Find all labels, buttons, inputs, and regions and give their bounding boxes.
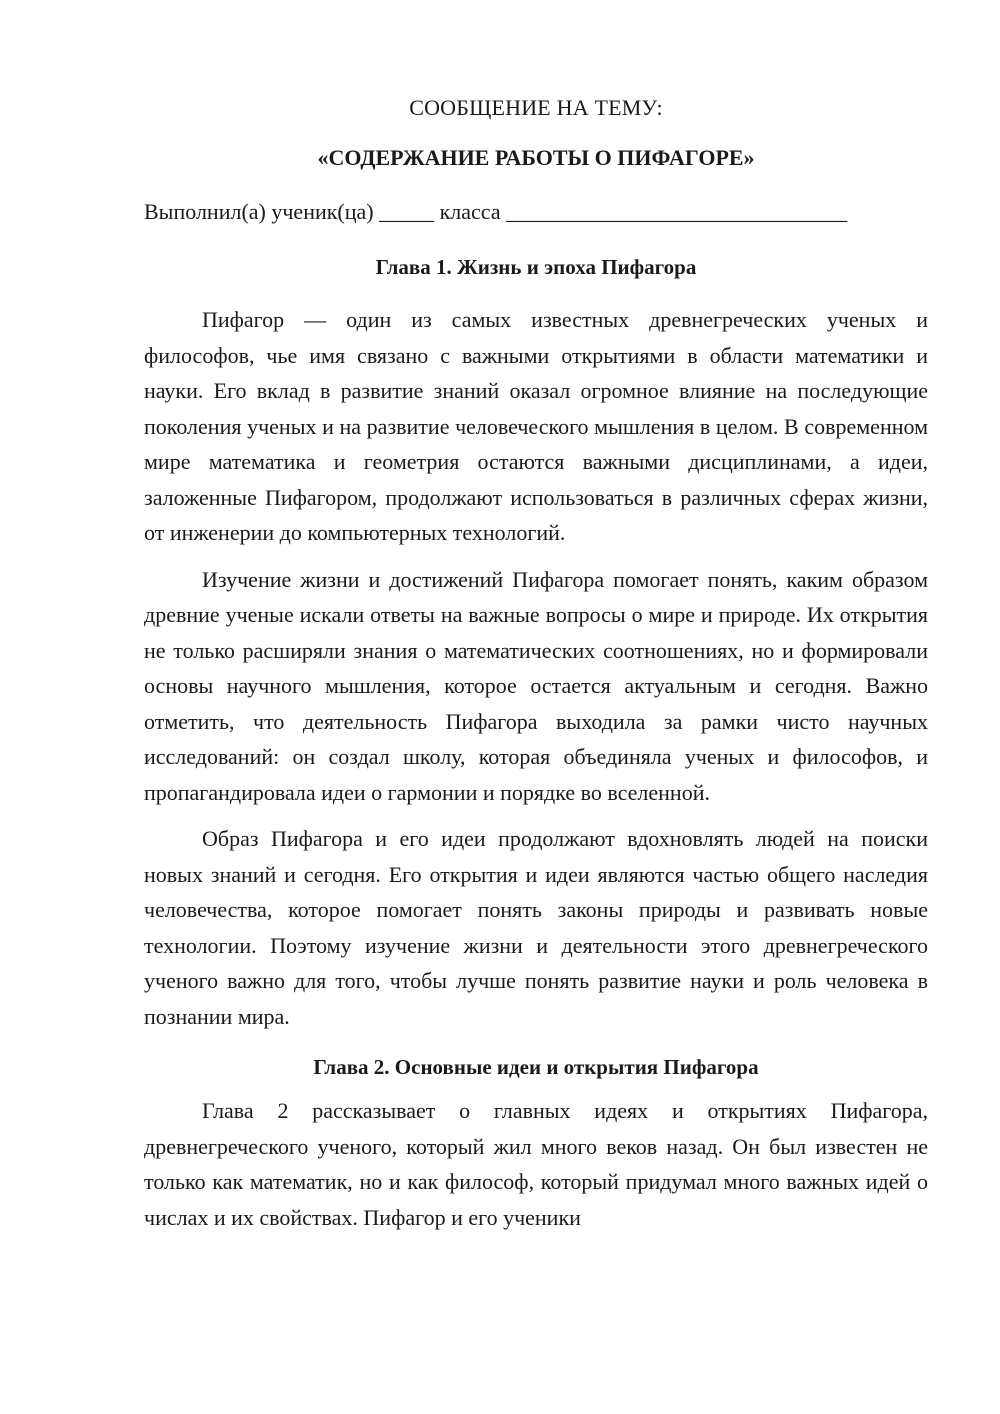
chapter-2-paragraph-1: Глава 2 рассказывает о главных идеях и открытиях Пифагора, древнегреческого ученого, который жил много веков назад. Он был известен не только как математик, но и как философ, который придумал много важных идей о числах и их свойствах. Пифагор и его ученики bbox=[144, 1098, 928, 1230]
chapter-1-title: Глава 1. Жизнь и эпоха Пифагора bbox=[375, 255, 697, 279]
chapter-2-title: Глава 2. Основные идеи и открытия Пифагора bbox=[313, 1055, 759, 1079]
chapter-1-paragraph-2: Изучение жизни и достижений Пифагора помогает понять, каким образом древние ученые искали ответы на важные вопросы о мире и природе. Их открытия не только расширяли знания о математических соотношениях, но и формировали основы научного мышления, которое остается актуальным и сегодня. Важно отметить, что деятельность Пифагора выходила за рамки чисто научных исследований: он создал школу, которая объединяла ученых и философов, и пропагандировала идеи о гармонии и порядке во вселенной. bbox=[144, 566, 928, 805]
author-line: Выполнил(а) ученик(ца) _____ класса _______________________________ bbox=[144, 199, 848, 224]
chapter-1-paragraph-3: Образ Пифагора и его идеи продолжают вдохновлять людей на поиски новых знаний и сегодня. Его открытия и идеи являются частью общего наследия человечества, которое помогает понять законы природы и развивать новые технологии. Поэтому изучение жизни и деятельности этого древнегреческого ученого важно для того, чтобы лучше понять развитие науки и роль человека в познании мира. bbox=[144, 826, 928, 1029]
chapter-1-paragraph-1: Пифагор — один из самых известных древнегреческих ученых и философов, чье имя связано с важными открытиями в области математики и науки. Его вклад в развитие знаний оказал огромное влияние на последующие поколения ученых и на развитие человеческого мышления в целом. В современном мире математика и геометрия остаются важными дисциплинами, а идеи, заложенные Пифагором, продолжают использоваться в различных сферах жизни, от инженерии до компьютерных технологий. bbox=[144, 307, 928, 545]
document-page bbox=[144, 92, 928, 1235]
document-title: СООБЩЕНИЕ НА ТЕМУ: bbox=[409, 95, 663, 120]
document-subtitle: «СОДЕРЖАНИЕ РАБОТЫ О ПИФАГОРЕ» bbox=[317, 145, 755, 170]
